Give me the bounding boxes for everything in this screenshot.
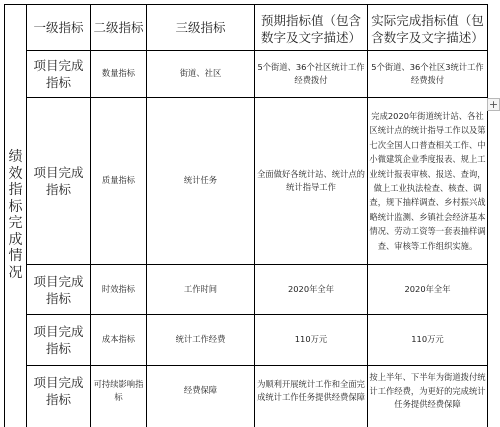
side-label-cell (5, 100, 26, 330)
row3-expected: 2020年全年 (287, 283, 334, 294)
row4-level1: 项目完成指标 (33, 324, 84, 356)
row2-level2: 质量指标 (101, 175, 136, 186)
header-expected: 预期指标值（包含数字及文字描述） (260, 12, 361, 45)
row5-level1: 项目完成指标 (33, 375, 84, 407)
row1-level1: 项目完成指标 (33, 58, 84, 90)
grid-line-col4 (254, 4, 255, 427)
row3-actual: 2020年全年 (404, 283, 451, 294)
row4-expected: 110万元 (294, 334, 328, 345)
grid-line-col1 (26, 4, 27, 427)
row5-actual: 按上半年、下半年为街道拨付统计工作经费，为更好的完成统计任务提供经费保障 (369, 372, 486, 409)
row1-expected: 5个街道、36个社区统计工作经费拨付 (257, 61, 365, 85)
grid-line-col5 (367, 4, 368, 427)
row2-level3: 统计任务 (183, 175, 218, 186)
row5-expected: 为顺利开展统计工作和全面完成统计工作任务提供经费保障 (257, 378, 365, 402)
row5-level3: 经费保障 (183, 385, 218, 396)
row2-expected: 全面做好各统计站、统计点的统计指导工作 (257, 168, 365, 192)
header-level3: 三级指标 (175, 20, 226, 35)
row1-level2: 数量指标 (101, 68, 136, 79)
row5-level2: 可持续影响指标 (93, 378, 144, 402)
row1-level3: 街道、社区 (179, 68, 222, 79)
header-level2: 二级指标 (93, 20, 144, 35)
row4-level3: 统计工作经费 (175, 334, 226, 345)
row3-level2: 时效指标 (101, 283, 136, 294)
row1-actual: 5个街道、36个社区3统计工作经费拨付 (371, 61, 484, 85)
row4-actual: 110万元 (411, 334, 444, 345)
row3-level3: 工作时间 (183, 283, 218, 294)
side-label: 绩效指标完成情况 (8, 149, 23, 281)
header-actual: 实际完成指标值（包含数字及文字描述） (371, 12, 484, 45)
header-level1: 一级指标 (33, 20, 84, 35)
row3-level1: 项目完成指标 (33, 273, 84, 306)
expand-icon[interactable]: + (488, 98, 499, 111)
row2-level1: 项目完成指标 (33, 165, 84, 197)
grid-line-right (487, 4, 488, 427)
row4-level2: 成本指标 (101, 334, 136, 345)
row2-actual: 完成2020年街道统计站、各社区统计点的统计指导工作以及第七次全国人口普查相关工作、中小微建筑企业季度报表、规上工业统计报表审核、报送、查询，做上工业执法检查、核查、调查，规下抽样调查、乡村振兴战略统计监测、乡镇社会经济基本情况、劳动工资等一套表抽样调查、审核等工作组织实施。 (369, 110, 486, 251)
